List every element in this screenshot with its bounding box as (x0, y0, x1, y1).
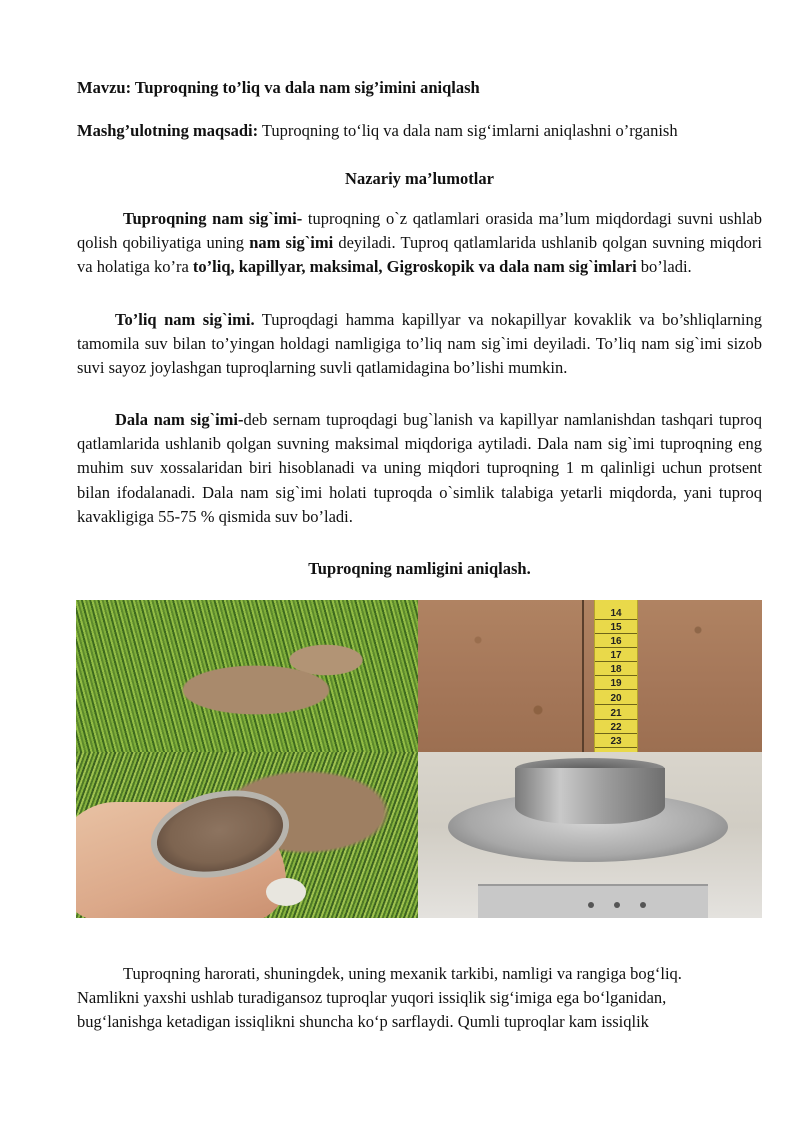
ruler-number: 14 (595, 608, 637, 620)
goal-text: Tuproqning to‘liq va dala nam sig‘imlarni aniqlashni o’rganish (258, 121, 678, 140)
term-full-capacity: To’liq nam sig`imi. (115, 310, 255, 329)
p2-text: Tuproqdagi hamma kapillyar va nokapillyar kovaklik va bo’shliqlarning tamomila suv bilan to’yingan holdagi namligiga to’liq nam sig`imi deyiladi. To’liq nam sig`imi sizob suvi sayoz joylashgan tuproqlarning suvli qatlamidagina bo’lishi mumkin. (77, 310, 762, 378)
scale-panel (478, 884, 708, 918)
topic-text: Tuproqning to’liq va dala nam sig’imini aniqlash (131, 78, 480, 97)
pebble (266, 878, 306, 906)
subheading: Tuproqning namligini aniqlash. (308, 559, 531, 578)
photo-hand-sample-tin (76, 752, 418, 918)
paragraph-moisture-capacity (77, 207, 762, 280)
photo-soil-profile-ruler (418, 600, 762, 752)
paragraph-full-capacity (77, 308, 762, 381)
term-moisture-capacity: Tuproqning nam sig`imi- (123, 209, 303, 228)
goal-label: Mashg’ulotning maqsadi: (77, 121, 259, 140)
p1-bold-1: nam sig`imi (249, 233, 334, 253)
scale-button (588, 902, 594, 908)
p1-text-2: deyiladi. Tuproq qatlamlarida ushlanib qolgan suvning miqdori va holatiga ko’ra (77, 233, 762, 277)
term-field-capacity: Dala nam sig`imi- (115, 410, 244, 429)
bottom-line-3: bug‘lanishga ketadigan issiqlikni shuncha ko‘p sarflaydi. Qumli tuproqlar kam issiqlik (77, 1012, 649, 1031)
measuring-ruler (594, 600, 638, 752)
ruler-number: 18 (595, 664, 637, 676)
photo-field-soil (76, 600, 418, 752)
ruler-number: 21 (595, 708, 637, 720)
p1-text-3: bo’ladi. (636, 257, 692, 277)
bottom-line-2: Namlikni yaxshi ushlab turadigansoz tuproqlar yuqori issiqlik sig‘imiga ega bo‘lganidan, (77, 988, 667, 1007)
scale-button (614, 902, 620, 908)
ruler-number: 15 (595, 622, 637, 634)
section-heading: Nazariy ma’lumotlar (345, 169, 494, 188)
ruler-number: 22 (595, 722, 637, 734)
lesson-goal (77, 119, 762, 143)
weighing-cup (515, 768, 665, 824)
p3-text: deb sernam tuproqdagi bug`lanish va kapillyar namlanishdan tashqari tuproq qatlamlarida ushlanib qolgan suvning maksimal miqdoriga aytiladi. Dala nam sig`imi tuproqning eng muhim suv xossalaridan biri hisoblanadi va uning miqdori tuproqning 1 m qalinligi uchun protsent bilan ifodalanadi. Dala nam sig`imi holati tuproqda o`simlik talabiga yetarli miqdorda, yani tuproq kavakligiga 55-75 % qismida suv bo’ladi. (77, 410, 762, 526)
photo-lab-scale (418, 752, 762, 918)
ruler-number: 17 (595, 650, 637, 662)
topic-label: Mavzu: (77, 78, 132, 97)
bottom-line-1: Tuproqning harorati, shuningdek, uning mexanik tarkibi, namligi va rangiga bog‘liq. (123, 964, 682, 983)
soil-moisture-photo-collage (76, 600, 762, 918)
scale-button (640, 902, 646, 908)
p1-bold-2: to’liq, kapillyar, maksimal, Gigroskopik va dala nam sig`imlari (192, 257, 637, 277)
topic-title (77, 76, 762, 100)
ruler-number: 16 (595, 636, 637, 648)
paragraph-field-capacity (77, 408, 762, 529)
ruler-number: 23 (595, 736, 637, 748)
p1-text-1: tuproqning o`z qatlamlari orasida ma’lum miqdordagi suvni ushlab qolish qobiliyatiga uning (77, 209, 762, 253)
ruler-number: 20 (595, 693, 637, 705)
ruler-number: 19 (595, 678, 637, 690)
